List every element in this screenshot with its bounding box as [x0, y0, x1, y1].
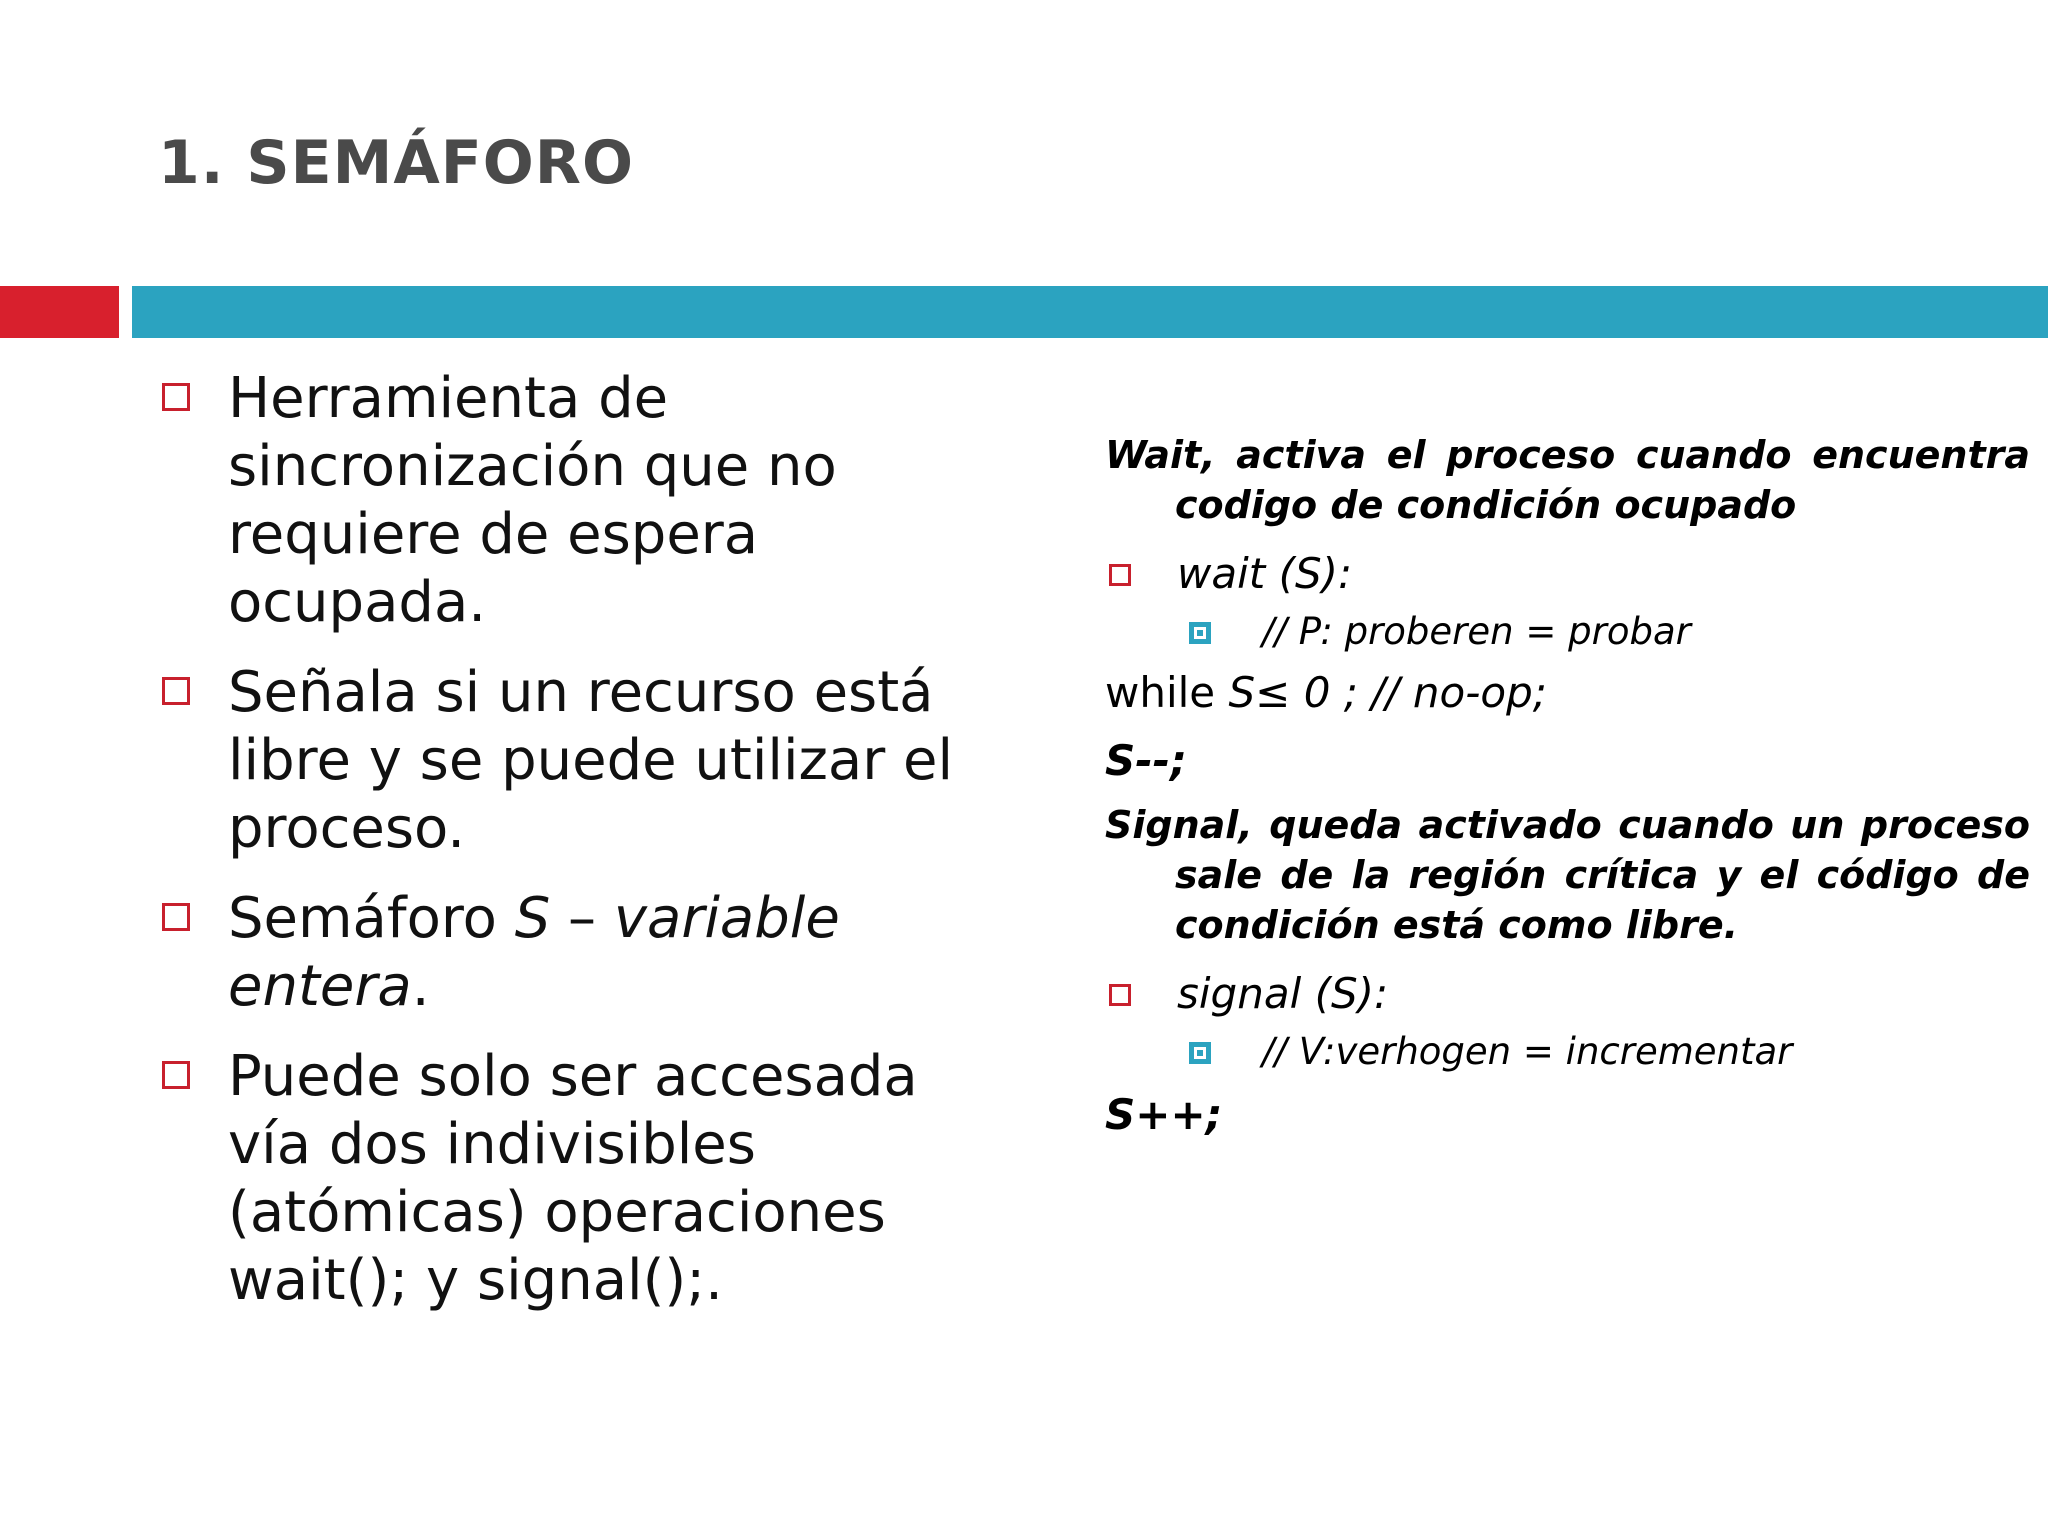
list-item: [158, 885, 998, 1021]
while-line: [1105, 660, 2030, 726]
while-keyword: while: [1105, 668, 1229, 717]
signal-sub-text: // V:verhogen = incrementar: [1262, 1030, 1793, 1073]
square-bullet-icon: [162, 903, 190, 931]
accent-bar-red: [0, 286, 119, 338]
signal-bullet-text: signal (S):: [1177, 969, 1389, 1018]
bullet-text: Herramienta de sincronización que no requiere de espera ocupada.: [228, 366, 837, 635]
signal-description: Signal, queda activado cuando un proceso sale de la región crítica y el código de condición está como libre.: [1105, 803, 2030, 947]
signal-sub-bullet: [1105, 1024, 2030, 1080]
wait-sub-text: // P: proberen = probar: [1262, 610, 1691, 653]
signal-bullet: [1105, 964, 2030, 1024]
square-bullet-icon: [162, 383, 190, 411]
while-condition: S≤ 0 ; // no-op;: [1228, 668, 1547, 717]
square-sub-bullet-icon: [1189, 1042, 1211, 1064]
bullet-text: Puede solo ser accesada vía dos indivisibles (atómicas) operaciones wait(); y signal();.: [228, 1044, 918, 1313]
right-column: [1105, 430, 2030, 1150]
bullet-text-italic: S: [514, 886, 551, 951]
bullet-text: –: [550, 886, 614, 951]
left-bullet-list: [158, 365, 998, 1337]
wait-bullet: [1105, 544, 2030, 604]
bullet-text-italic: variable entera: [228, 886, 840, 1019]
square-bullet-icon: [1109, 984, 1131, 1006]
list-item: [158, 659, 998, 863]
list-item: [158, 1043, 998, 1315]
bullet-text: Señala si un recurso está libre y se puede utilizar el proceso.: [228, 660, 954, 861]
square-bullet-icon: [162, 1061, 190, 1089]
bullet-text: .: [411, 954, 430, 1019]
bullet-text: Semáforo: [228, 886, 515, 951]
wait-bullet-text: wait (S):: [1177, 549, 1353, 598]
square-bullet-icon: [1109, 564, 1131, 586]
square-bullet-icon: [162, 677, 190, 705]
s-increment: S++;: [1105, 1090, 1223, 1139]
wait-sub-bullet: [1105, 604, 2030, 660]
wait-description: Wait, activa el proceso cuando encuentra codigo de condición ocupado: [1105, 433, 2030, 527]
accent-bar-teal: [132, 286, 2048, 338]
square-sub-bullet-icon: [1189, 622, 1211, 644]
list-item: [158, 365, 998, 637]
slide-title: 1. SEMÁFORO: [158, 128, 634, 198]
s-decrement: S--;: [1105, 736, 1187, 785]
